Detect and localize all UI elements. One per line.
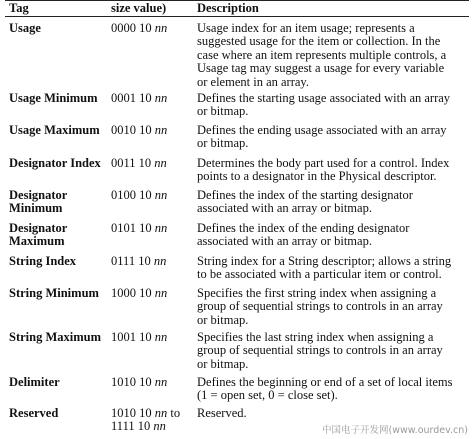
description-line: Specifies the last string index when assigning a bbox=[197, 330, 434, 344]
code-size-placeholder: nn bbox=[154, 91, 168, 105]
description-cell bbox=[197, 255, 469, 282]
code-cell bbox=[111, 189, 181, 202]
header-rule bbox=[5, 16, 469, 17]
code-bits: 0101 10 bbox=[111, 221, 155, 235]
description-line: or element in an array. bbox=[197, 74, 309, 89]
description-cell bbox=[197, 22, 469, 89]
tag-text: Designator bbox=[9, 188, 68, 202]
description-line: group of sequential strings to controls in an array bbox=[197, 299, 443, 314]
code-cell bbox=[111, 331, 181, 344]
watermark: 中国电子开发网(www.ourdev.cn) bbox=[322, 425, 468, 436]
code-line bbox=[111, 407, 181, 420]
code-bits: 1111 10 bbox=[111, 419, 154, 434]
code-bits: 1001 10 bbox=[111, 330, 155, 344]
code-size-placeholder: nn bbox=[154, 123, 168, 137]
description-cell bbox=[197, 331, 469, 371]
description-line: case where an item represents multiple controls, a bbox=[197, 47, 447, 62]
tag-text: String Minimum bbox=[9, 286, 99, 300]
code-line bbox=[111, 287, 181, 300]
code-line bbox=[111, 222, 181, 235]
tag-cell bbox=[9, 22, 109, 35]
code-size-placeholder: nn bbox=[154, 188, 168, 202]
description-line: Defines the beginning or end of a set of local items bbox=[197, 375, 453, 389]
code-cell bbox=[111, 407, 181, 434]
code-cell bbox=[111, 376, 181, 389]
code-line bbox=[111, 420, 181, 433]
code-line bbox=[111, 376, 181, 389]
description-line: Determines the body part used for a control. Index bbox=[197, 156, 450, 170]
description-cell bbox=[197, 407, 469, 420]
code-bits: 0010 10 bbox=[111, 123, 155, 137]
tag-cell bbox=[9, 222, 109, 249]
description-cell bbox=[197, 376, 469, 403]
tag-cell bbox=[9, 407, 109, 420]
tag-cell bbox=[9, 331, 109, 344]
tag-text: Designator bbox=[9, 221, 68, 235]
code-size-placeholder: nn bbox=[154, 375, 168, 389]
tag-text: Minimum bbox=[9, 201, 63, 216]
tag-cell bbox=[9, 189, 109, 216]
tag-cell bbox=[9, 376, 109, 389]
tag-cell bbox=[9, 287, 109, 300]
code-size-placeholder: nn bbox=[154, 21, 168, 35]
tag-text: Usage bbox=[9, 21, 41, 35]
code-size-placeholder: nn bbox=[153, 419, 166, 434]
code-size-placeholder: nn bbox=[154, 330, 168, 344]
tag-text: Reserved bbox=[9, 406, 59, 420]
code-bits: 1010 10 bbox=[111, 375, 155, 389]
description-line: or bitmap. bbox=[197, 136, 249, 151]
description-line: associated with an array or bitmap. bbox=[197, 201, 372, 216]
code-size-placeholder: nn bbox=[154, 221, 168, 235]
description-line: suggested usage for the item or collection. In the bbox=[197, 34, 441, 49]
description-line: (1 = open set, 0 = close set). bbox=[197, 388, 338, 403]
tag-text: Maximum bbox=[9, 234, 65, 249]
code-cell bbox=[111, 287, 181, 300]
description-cell bbox=[197, 287, 469, 327]
code-line bbox=[111, 255, 181, 268]
code-line bbox=[111, 331, 181, 344]
tag-text: Designator Index bbox=[9, 156, 101, 170]
code-cell bbox=[111, 222, 181, 235]
tag-text: Usage Maximum bbox=[9, 123, 100, 137]
code-bits: 0011 10 bbox=[111, 156, 155, 170]
tag-cell bbox=[9, 92, 109, 105]
tag-text: Delimiter bbox=[9, 375, 60, 389]
code-size-placeholder: nn bbox=[154, 286, 168, 300]
code-line bbox=[111, 189, 181, 202]
code-line bbox=[111, 92, 181, 105]
code-bits: to bbox=[167, 406, 181, 420]
description-line: Usage tag may suggest a usage for every variable bbox=[197, 61, 445, 76]
code-bits: 1000 10 bbox=[111, 286, 155, 300]
description-line: Defines the ending usage associated with an array bbox=[197, 123, 447, 137]
tag-text: String Maximum bbox=[9, 330, 102, 344]
code-line bbox=[111, 22, 181, 35]
code-cell bbox=[111, 255, 181, 268]
description-line: String index for a String descriptor; allows a string bbox=[197, 254, 452, 268]
description-line: or bitmap. bbox=[197, 356, 249, 371]
description-cell bbox=[197, 222, 469, 249]
code-bits: 0000 10 bbox=[111, 21, 155, 35]
code-cell bbox=[111, 22, 181, 35]
code-line bbox=[111, 157, 181, 170]
code-bits: 0100 10 bbox=[111, 188, 155, 202]
tag-cell bbox=[9, 157, 109, 170]
code-size-placeholder: nn bbox=[154, 406, 168, 420]
tag-text: String Index bbox=[9, 254, 77, 268]
description-line: group of sequential strings to controls in an array bbox=[197, 343, 443, 358]
column-header-tag: Tag bbox=[9, 1, 29, 15]
column-header-size-value: size value) bbox=[111, 1, 167, 15]
description-line: Defines the starting usage associated with an array bbox=[197, 91, 451, 105]
tag-cell bbox=[9, 124, 109, 137]
code-cell bbox=[111, 157, 181, 170]
tag-text: Usage Minimum bbox=[9, 91, 98, 105]
column-header-description: Description bbox=[197, 1, 259, 15]
code-cell bbox=[111, 92, 181, 105]
description-line: Reserved. bbox=[197, 406, 247, 420]
code-bits: 0111 10 bbox=[111, 254, 154, 268]
description-line: Defines the index of the ending designator bbox=[197, 221, 410, 235]
code-bits: 1010 10 bbox=[111, 406, 155, 420]
description-line: or bitmap. bbox=[197, 104, 249, 119]
code-cell bbox=[111, 124, 181, 137]
description-line: associated with an array or bitmap. bbox=[197, 234, 372, 249]
description-line: Specifies the first string index when assigning a bbox=[197, 286, 437, 300]
code-bits: 0001 10 bbox=[111, 91, 155, 105]
description-cell bbox=[197, 92, 469, 119]
description-line: or bitmap. bbox=[197, 312, 249, 327]
code-size-placeholder: nn bbox=[154, 156, 167, 170]
tag-cell bbox=[9, 255, 109, 268]
description-line: Usage index for an item usage; represents a bbox=[197, 21, 415, 35]
code-line bbox=[111, 124, 181, 137]
code-size-placeholder: nn bbox=[153, 254, 167, 268]
description-line: Defines the index of the starting designator bbox=[197, 188, 413, 202]
description-line: points to a designator in the Physical descriptor. bbox=[197, 169, 437, 184]
description-cell bbox=[197, 189, 469, 216]
description-cell bbox=[197, 124, 469, 151]
description-line: to be associated with a particular item or control. bbox=[197, 267, 442, 282]
description-cell bbox=[197, 157, 469, 184]
